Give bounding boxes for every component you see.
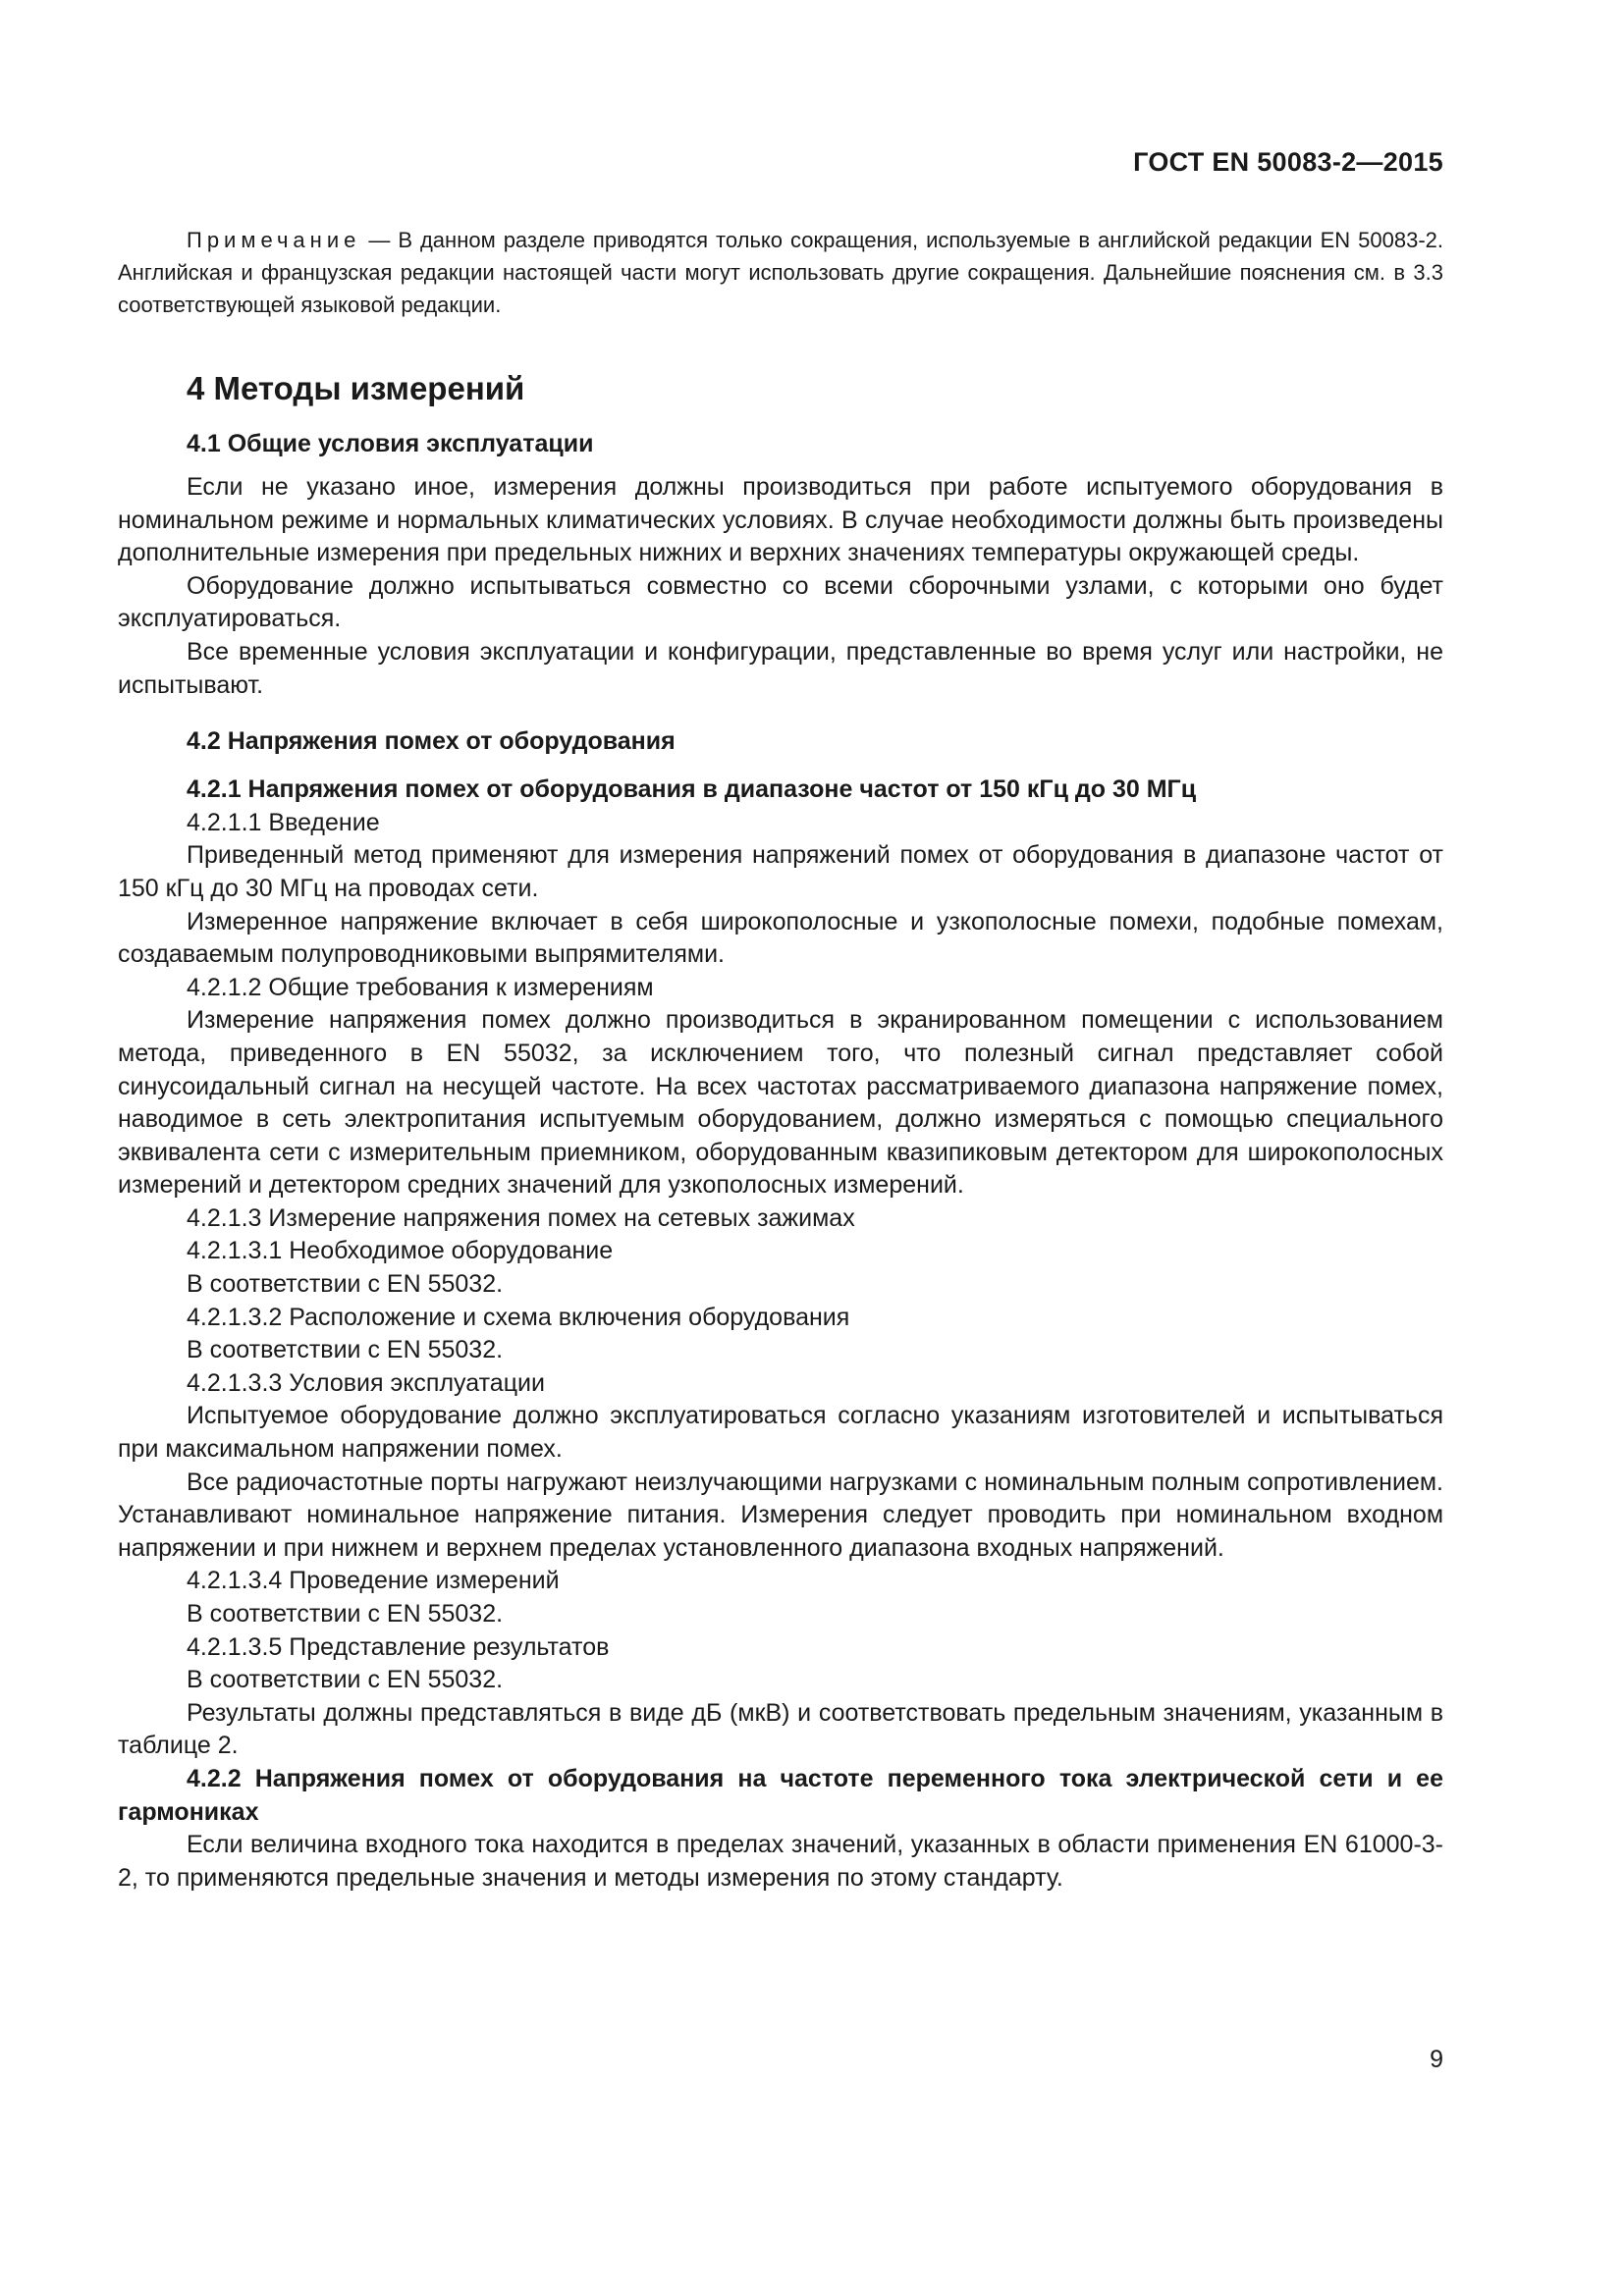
subsection-title-4-2: 4.2 Напряжения помех от оборудования <box>187 727 676 756</box>
subsection-title-4-1: 4.1 Общие условия эксплуатации <box>187 430 594 457</box>
standard-header: ГОСТ EN 50083-2—2015 <box>1133 147 1443 177</box>
paragraph-4-1-2: Оборудование должно испытываться совместно со всеми сборочными узлами, с которыми оно будет эксплуатироваться. <box>118 571 1443 633</box>
paragraph-4-1-1: Если не указано иное, измерения должны производиться при работе испытуемого оборудования в номинальном режиме и нормальных климатических условиях. В случае необходимости должны быть произведены дополнительные измерения при предельных нижних и верхних значениях температуры окружающей среды. <box>118 473 1443 567</box>
paragraph: Испытуемое оборудование должно эксплуатироваться согласно указаниям изготовителей и испытываться при максимальном напряжении помех. <box>118 1402 1443 1464</box>
document-content <box>118 224 1443 1895</box>
document-page <box>118 0 1443 2296</box>
page-number: 9 <box>1430 2046 1443 2073</box>
clause-heading-4-2-1-3-2: 4.2.1.3.2 Расположение и схема включения оборудования <box>187 1303 850 1331</box>
clause-heading-4-2-1-3: 4.2.1.3 Измерение напряжения помех на сетевых зажимах <box>187 1203 855 1232</box>
clause-heading-4-2-1-3-1: 4.2.1.3.1 Необходимое оборудование <box>187 1237 614 1265</box>
paragraph: В соответствии с EN 55032. <box>187 1270 504 1299</box>
section-title: 4 Методы измерений <box>187 370 525 406</box>
clause-heading-4-2-1-1: 4.2.1.1 Введение <box>187 808 380 836</box>
paragraph: Все радиочастотные порты нагружают неизлучающими нагрузками с номинальным полным сопротивлением. Устанавливают номинальное напряжение питания. Измерения следует проводить при номинальном входном напряжении и при нижнем и верхнем пределах установленного диапазона входных напряжений. <box>118 1468 1443 1562</box>
clause-heading-4-2-1-2: 4.2.1.2 Общие требования к измерениям <box>187 973 654 1001</box>
note-text: — В данном разделе приводятся только сокращения, используемые в английской редакции EN 50083-2. Английская и французская редакции настоящей части могут использовать другие сокращения. Дальнейшие пояснения см. в 3.3 соответствующей языковой редакции. <box>118 228 1443 317</box>
paragraph-4-1-3: Все временные условия эксплуатации и конфигурации, представленные во время услуг или настройки, не испытывают. <box>118 637 1443 699</box>
paragraph: В соответствии с EN 55032. <box>187 1336 504 1364</box>
clause-heading-4-2-1-3-4: 4.2.1.3.4 Проведение измерений <box>187 1567 560 1595</box>
paragraph: Измеренное напряжение включает в себя широкополосные и узкополосные помехи, подобные помехам, создаваемым полупроводниковыми выпрямителями. <box>118 907 1443 969</box>
clause-heading-4-2-1-3-5: 4.2.1.3.5 Представление результатов <box>187 1632 610 1661</box>
clause-title-4-2-1: 4.2.1 Напряжения помех от оборудования в диапазоне частот от 150 кГц до 30 МГц <box>187 775 1197 804</box>
paragraph: Результаты должны представляться в виде дБ (мкВ) и соответствовать предельным значениям, указанным в таблице 2. <box>118 1698 1443 1760</box>
clause-heading-4-2-1-3-3: 4.2.1.3.3 Условия эксплуатации <box>187 1368 545 1397</box>
paragraph: Приведенный метод применяют для измерения напряжений помех от оборудования в диапазоне частот от 150 кГц до 30 МГц на проводах сети. <box>118 841 1443 902</box>
paragraph: В соответствии с EN 55032. <box>187 1600 504 1628</box>
note-label: Примечание <box>187 228 361 252</box>
note-paragraph <box>118 224 1443 321</box>
paragraph: Измерение напряжения помех должно производиться в экранированном помещении с использованием метода, приведенного в EN 55032, за исключением того, что полезный сигнал представляет собой синусоидальный сигнал на несущей частоте. На всех частотах рассматриваемого диапазона напряжение помех, наводимое в сеть электропитания испытуемым оборудованием, должно измеряться с помощью специального эквивалента сети с измерительным приемником, оборудованным квазипиковым детектором для широкополосных измерений и детектором средних значений для узкополосных измерений. <box>118 1006 1443 1200</box>
clause-title-4-2-2: 4.2.2 Напряжения помех от оборудования на частоте переменного тока электрической сети и ее гармониках <box>118 1764 1443 1826</box>
paragraph-4-2-2-1: Если величина входного тока находится в пределах значений, указанных в области применения EN 61000-3-2, то применяются предельные значения и методы измерения по этому стандарту. <box>118 1831 1443 1892</box>
paragraph: В соответствии с EN 55032. <box>187 1666 504 1694</box>
